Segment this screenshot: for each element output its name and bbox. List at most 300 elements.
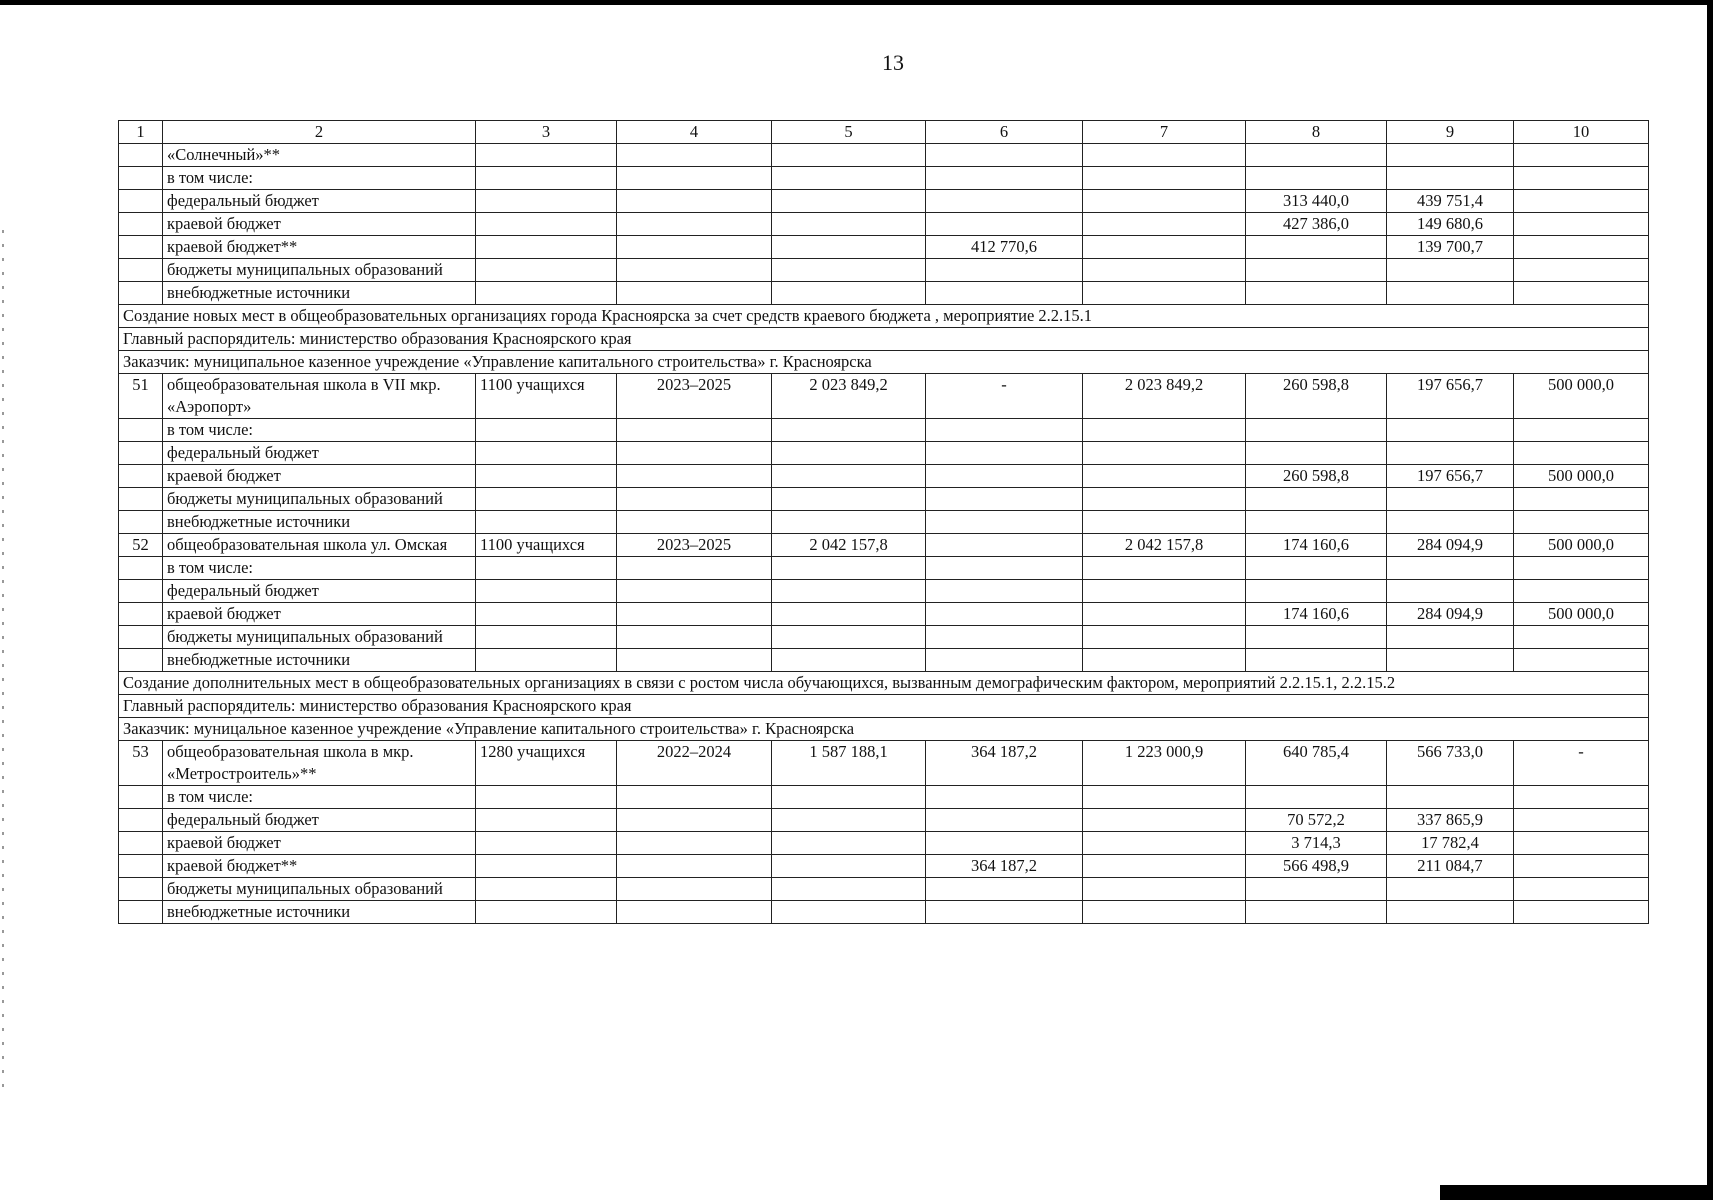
row-number-cell	[119, 557, 163, 580]
period-cell	[617, 488, 772, 511]
amount-cell	[1514, 511, 1649, 534]
table-row	[119, 534, 1649, 557]
amount-cell: 260 598,8	[1246, 465, 1387, 488]
amount-cell: 197 656,7	[1387, 465, 1514, 488]
table-row	[119, 213, 1649, 236]
amount-cell	[1246, 488, 1387, 511]
capacity-cell	[476, 878, 617, 901]
amount-cell	[1387, 557, 1514, 580]
amount-cell	[1083, 167, 1246, 190]
amount-cell	[926, 259, 1083, 282]
amount-cell	[1514, 809, 1649, 832]
amount-cell: 566 733,0	[1387, 741, 1514, 786]
capacity-cell	[476, 259, 617, 282]
amount-cell	[926, 557, 1083, 580]
row-number-cell	[119, 580, 163, 603]
item-name-cell: общеобразовательная школа в мкр. «Метростроитель»**	[163, 741, 476, 786]
amount-cell	[1246, 786, 1387, 809]
amount-cell	[1387, 878, 1514, 901]
table-row	[119, 488, 1649, 511]
amount-cell	[1083, 419, 1246, 442]
amount-cell	[926, 419, 1083, 442]
amount-cell: 3 714,3	[1246, 832, 1387, 855]
amount-cell	[1387, 786, 1514, 809]
amount-cell	[1083, 442, 1246, 465]
row-number-cell	[119, 167, 163, 190]
amount-cell: 17 782,4	[1387, 832, 1514, 855]
row-number-cell	[119, 511, 163, 534]
table-row	[119, 374, 1649, 419]
amount-cell	[772, 144, 926, 167]
table-row	[119, 442, 1649, 465]
amount-cell	[1514, 855, 1649, 878]
row-number-cell	[119, 488, 163, 511]
capacity-cell	[476, 190, 617, 213]
amount-cell	[1083, 878, 1246, 901]
amount-cell	[1387, 282, 1514, 305]
amount-cell	[1514, 488, 1649, 511]
table-row	[119, 878, 1649, 901]
amount-cell	[1246, 511, 1387, 534]
item-name-cell: федеральный бюджет	[163, 580, 476, 603]
amount-cell	[1514, 213, 1649, 236]
amount-cell	[926, 809, 1083, 832]
amount-cell	[1514, 259, 1649, 282]
amount-cell	[772, 213, 926, 236]
period-cell	[617, 832, 772, 855]
amount-cell	[1514, 442, 1649, 465]
amount-cell: 2 023 849,2	[772, 374, 926, 419]
amount-cell	[772, 832, 926, 855]
item-name-cell: бюджеты муниципальных образований	[163, 259, 476, 282]
table-row	[119, 649, 1649, 672]
period-cell	[617, 419, 772, 442]
row-number-cell: 53	[119, 741, 163, 786]
period-cell	[617, 603, 772, 626]
section-title: Создание новых мест в общеобразовательных организациях города Красноярска за счет средств краевого бюджета , мероприятие 2.2.15.1	[119, 305, 1649, 328]
header-cell: 2	[163, 121, 476, 144]
amount-cell: 1 587 188,1	[772, 741, 926, 786]
section-row	[119, 672, 1649, 695]
capacity-cell: 1280 учащихся	[476, 741, 617, 786]
table-row	[119, 511, 1649, 534]
table-header-row	[119, 121, 1649, 144]
amount-cell: -	[1514, 741, 1649, 786]
scan-border-top	[0, 0, 1713, 5]
amount-cell	[926, 901, 1083, 924]
section-title: Главный распорядитель: министерство образования Красноярского края	[119, 695, 1649, 718]
table-row	[119, 603, 1649, 626]
item-name-cell: краевой бюджет	[163, 832, 476, 855]
amount-cell	[1514, 144, 1649, 167]
period-cell	[617, 465, 772, 488]
amount-cell	[1514, 832, 1649, 855]
capacity-cell	[476, 511, 617, 534]
section-title: Создание дополнительных мест в общеобразовательных организациях в связи с ростом числа обучающихся, вызванным демографическим фактором, мероприятий 2.2.15.1, 2.2.15.2	[119, 672, 1649, 695]
capacity-cell	[476, 465, 617, 488]
amount-cell	[772, 282, 926, 305]
amount-cell	[1246, 282, 1387, 305]
amount-cell	[1387, 901, 1514, 924]
section-row	[119, 305, 1649, 328]
item-name-cell: общеобразовательная школа в VII мкр. «Аэропорт»	[163, 374, 476, 419]
amount-cell: 149 680,6	[1387, 213, 1514, 236]
amount-cell	[1083, 557, 1246, 580]
item-name-cell: в том числе:	[163, 167, 476, 190]
period-cell	[617, 649, 772, 672]
capacity-cell	[476, 855, 617, 878]
section-row	[119, 718, 1649, 741]
amount-cell	[1387, 649, 1514, 672]
capacity-cell	[476, 809, 617, 832]
row-number-cell	[119, 809, 163, 832]
item-name-cell: внебюджетные источники	[163, 511, 476, 534]
capacity-cell	[476, 901, 617, 924]
amount-cell	[1083, 603, 1246, 626]
amount-cell: 2 042 157,8	[1083, 534, 1246, 557]
amount-cell: 197 656,7	[1387, 374, 1514, 419]
section-title: Заказчик: муницальное казенное учреждение «Управление капитального строительства» г. Красноярска	[119, 718, 1649, 741]
table-row	[119, 809, 1649, 832]
amount-cell: 640 785,4	[1246, 741, 1387, 786]
amount-cell: 364 187,2	[926, 741, 1083, 786]
amount-cell	[772, 901, 926, 924]
period-cell	[617, 442, 772, 465]
amount-cell	[926, 511, 1083, 534]
header-cell: 4	[617, 121, 772, 144]
amount-cell: 337 865,9	[1387, 809, 1514, 832]
table-row	[119, 190, 1649, 213]
capacity-cell	[476, 144, 617, 167]
capacity-cell	[476, 580, 617, 603]
capacity-cell	[476, 213, 617, 236]
amount-cell: 139 700,7	[1387, 236, 1514, 259]
amount-cell	[926, 488, 1083, 511]
row-number-cell	[119, 465, 163, 488]
item-name-cell: краевой бюджет	[163, 213, 476, 236]
amount-cell: 500 000,0	[1514, 603, 1649, 626]
amount-cell	[1083, 213, 1246, 236]
amount-cell	[772, 488, 926, 511]
amount-cell	[1387, 144, 1514, 167]
amount-cell	[1083, 488, 1246, 511]
amount-cell	[1514, 649, 1649, 672]
row-number-cell	[119, 419, 163, 442]
row-number-cell	[119, 144, 163, 167]
amount-cell	[1514, 282, 1649, 305]
capacity-cell	[476, 649, 617, 672]
amount-cell: 1 223 000,9	[1083, 741, 1246, 786]
period-cell	[617, 259, 772, 282]
header-cell: 6	[926, 121, 1083, 144]
amount-cell	[926, 190, 1083, 213]
period-cell	[617, 190, 772, 213]
capacity-cell	[476, 282, 617, 305]
amount-cell	[772, 419, 926, 442]
amount-cell	[1387, 626, 1514, 649]
scan-border-right	[1707, 0, 1713, 1200]
row-number-cell	[119, 878, 163, 901]
amount-cell	[1514, 786, 1649, 809]
amount-cell: 174 160,6	[1246, 603, 1387, 626]
amount-cell	[1387, 488, 1514, 511]
item-name-cell: федеральный бюджет	[163, 190, 476, 213]
section-title: Главный распорядитель: министерство образования Красноярского края	[119, 328, 1649, 351]
row-number-cell	[119, 901, 163, 924]
period-cell	[617, 511, 772, 534]
amount-cell	[926, 832, 1083, 855]
row-number-cell	[119, 786, 163, 809]
capacity-cell	[476, 167, 617, 190]
capacity-cell	[476, 603, 617, 626]
item-name-cell: в том числе:	[163, 557, 476, 580]
row-number-cell: 52	[119, 534, 163, 557]
section-row	[119, 695, 1649, 718]
item-name-cell: краевой бюджет	[163, 603, 476, 626]
header-cell: 7	[1083, 121, 1246, 144]
amount-cell	[772, 809, 926, 832]
amount-cell	[1083, 465, 1246, 488]
item-name-cell: бюджеты муниципальных образований	[163, 626, 476, 649]
amount-cell	[1514, 236, 1649, 259]
amount-cell: 500 000,0	[1514, 374, 1649, 419]
table-row	[119, 259, 1649, 282]
period-cell	[617, 626, 772, 649]
amount-cell	[926, 442, 1083, 465]
amount-cell: 500 000,0	[1514, 534, 1649, 557]
amount-cell	[1514, 419, 1649, 442]
section-row	[119, 351, 1649, 374]
period-cell	[617, 282, 772, 305]
table-row	[119, 855, 1649, 878]
period-cell: 2023–2025	[617, 374, 772, 419]
period-cell	[617, 809, 772, 832]
table-row	[119, 465, 1649, 488]
amount-cell	[926, 534, 1083, 557]
row-number-cell	[119, 236, 163, 259]
amount-cell	[1387, 259, 1514, 282]
capacity-cell	[476, 442, 617, 465]
row-number-cell	[119, 626, 163, 649]
amount-cell	[1246, 167, 1387, 190]
amount-cell	[1387, 580, 1514, 603]
table-row	[119, 167, 1649, 190]
amount-cell	[772, 649, 926, 672]
amount-cell	[1514, 190, 1649, 213]
period-cell	[617, 901, 772, 924]
amount-cell	[926, 786, 1083, 809]
amount-cell	[772, 878, 926, 901]
amount-cell: 70 572,2	[1246, 809, 1387, 832]
amount-cell: 313 440,0	[1246, 190, 1387, 213]
amount-cell	[926, 144, 1083, 167]
capacity-cell: 1100 учащихся	[476, 534, 617, 557]
header-cell: 8	[1246, 121, 1387, 144]
item-name-cell: бюджеты муниципальных образований	[163, 488, 476, 511]
table-body	[119, 121, 1649, 924]
amount-cell	[926, 465, 1083, 488]
amount-cell	[926, 649, 1083, 672]
table-row	[119, 144, 1649, 167]
amount-cell	[926, 878, 1083, 901]
amount-cell: 566 498,9	[1246, 855, 1387, 878]
capacity-cell	[476, 786, 617, 809]
amount-cell	[772, 167, 926, 190]
amount-cell	[1083, 809, 1246, 832]
item-name-cell: федеральный бюджет	[163, 809, 476, 832]
amount-cell	[772, 603, 926, 626]
item-name-cell: внебюджетные источники	[163, 901, 476, 924]
item-name-cell: внебюджетные источники	[163, 282, 476, 305]
amount-cell	[1246, 649, 1387, 672]
table-row	[119, 626, 1649, 649]
period-cell	[617, 878, 772, 901]
amount-cell	[1246, 259, 1387, 282]
table-row	[119, 580, 1649, 603]
amount-cell	[1246, 442, 1387, 465]
row-number-cell	[119, 855, 163, 878]
amount-cell	[926, 626, 1083, 649]
amount-cell	[926, 213, 1083, 236]
amount-cell	[1083, 282, 1246, 305]
amount-cell	[772, 786, 926, 809]
scan-border-bottom	[1440, 1185, 1713, 1200]
page-number: 13	[882, 50, 904, 75]
item-name-cell: внебюджетные источники	[163, 649, 476, 672]
amount-cell	[1246, 878, 1387, 901]
item-name-cell: краевой бюджет	[163, 465, 476, 488]
amount-cell	[1246, 580, 1387, 603]
table-row	[119, 557, 1649, 580]
table-row	[119, 282, 1649, 305]
period-cell	[617, 557, 772, 580]
amount-cell: 364 187,2	[926, 855, 1083, 878]
item-name-cell: краевой бюджет**	[163, 855, 476, 878]
amount-cell	[1246, 419, 1387, 442]
header-cell: 9	[1387, 121, 1514, 144]
amount-cell: 427 386,0	[1246, 213, 1387, 236]
header-cell: 10	[1514, 121, 1649, 144]
amount-cell	[1387, 167, 1514, 190]
capacity-cell: 1100 учащихся	[476, 374, 617, 419]
amount-cell	[772, 557, 926, 580]
amount-cell	[926, 167, 1083, 190]
table-row	[119, 741, 1649, 786]
period-cell: 2022–2024	[617, 741, 772, 786]
amount-cell: 2 042 157,8	[772, 534, 926, 557]
row-number-cell	[119, 213, 163, 236]
capacity-cell	[476, 626, 617, 649]
capacity-cell	[476, 832, 617, 855]
amount-cell	[1246, 626, 1387, 649]
period-cell	[617, 580, 772, 603]
row-number-cell	[119, 603, 163, 626]
amount-cell	[1514, 901, 1649, 924]
table-row	[119, 832, 1649, 855]
table-row	[119, 236, 1649, 259]
amount-cell: 260 598,8	[1246, 374, 1387, 419]
amount-cell	[772, 236, 926, 259]
amount-cell	[1083, 190, 1246, 213]
amount-cell: 500 000,0	[1514, 465, 1649, 488]
amount-cell	[1083, 901, 1246, 924]
amount-cell: 174 160,6	[1246, 534, 1387, 557]
period-cell	[617, 213, 772, 236]
amount-cell	[1514, 878, 1649, 901]
table-row	[119, 901, 1649, 924]
row-number-cell	[119, 259, 163, 282]
amount-cell	[772, 580, 926, 603]
header-cell: 3	[476, 121, 617, 144]
amount-cell	[1246, 236, 1387, 259]
amount-cell	[1514, 557, 1649, 580]
section-title: Заказчик: муниципальное казенное учреждение «Управление капитального строительства» г. Красноярска	[119, 351, 1649, 374]
amount-cell	[1083, 236, 1246, 259]
amount-cell: 439 751,4	[1387, 190, 1514, 213]
row-number-cell	[119, 649, 163, 672]
period-cell	[617, 144, 772, 167]
amount-cell: 284 094,9	[1387, 603, 1514, 626]
amount-cell	[1083, 580, 1246, 603]
amount-cell	[772, 259, 926, 282]
amount-cell: 211 084,7	[1387, 855, 1514, 878]
item-name-cell: в том числе:	[163, 419, 476, 442]
period-cell	[617, 236, 772, 259]
amount-cell	[1514, 626, 1649, 649]
item-name-cell: федеральный бюджет	[163, 442, 476, 465]
amount-cell	[772, 511, 926, 534]
amount-cell	[1083, 832, 1246, 855]
amount-cell	[1083, 786, 1246, 809]
amount-cell	[1246, 144, 1387, 167]
amount-cell	[926, 580, 1083, 603]
amount-cell	[1083, 855, 1246, 878]
amount-cell: -	[926, 374, 1083, 419]
amount-cell	[1514, 167, 1649, 190]
amount-cell	[1387, 511, 1514, 534]
amount-cell	[1246, 901, 1387, 924]
row-number-cell	[119, 442, 163, 465]
header-cell: 1	[119, 121, 163, 144]
amount-cell: 412 770,6	[926, 236, 1083, 259]
amount-cell: 284 094,9	[1387, 534, 1514, 557]
row-number-cell	[119, 282, 163, 305]
period-cell	[617, 855, 772, 878]
capacity-cell	[476, 419, 617, 442]
amount-cell	[926, 603, 1083, 626]
section-row	[119, 328, 1649, 351]
amount-cell	[1083, 511, 1246, 534]
amount-cell	[1387, 419, 1514, 442]
period-cell	[617, 786, 772, 809]
item-name-cell: бюджеты муниципальных образований	[163, 878, 476, 901]
amount-cell: 2 023 849,2	[1083, 374, 1246, 419]
amount-cell	[772, 442, 926, 465]
scan-edge-left	[2, 230, 4, 1090]
amount-cell	[772, 190, 926, 213]
capacity-cell	[476, 236, 617, 259]
amount-cell	[926, 282, 1083, 305]
header-cell: 5	[772, 121, 926, 144]
amount-cell	[1514, 580, 1649, 603]
amount-cell	[1083, 144, 1246, 167]
amount-cell	[772, 465, 926, 488]
amount-cell	[1083, 259, 1246, 282]
table-row	[119, 786, 1649, 809]
amount-cell	[772, 855, 926, 878]
item-name-cell: общеобразовательная школа ул. Омская	[163, 534, 476, 557]
row-number-cell	[119, 832, 163, 855]
